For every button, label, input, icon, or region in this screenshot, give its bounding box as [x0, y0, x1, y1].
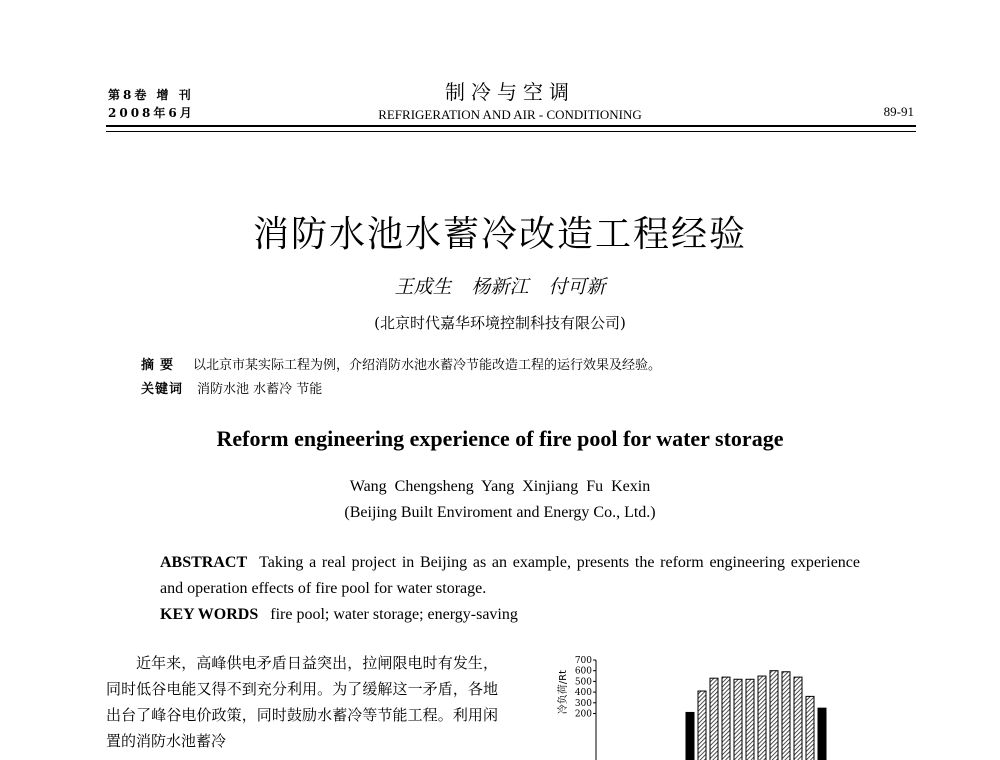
y-tick-label: 700: [574, 656, 592, 666]
bar: [686, 712, 694, 760]
publication-date: 2008年6月: [108, 106, 195, 120]
header-rule-thick: [106, 125, 916, 127]
bar: [758, 676, 766, 760]
bar: [710, 678, 718, 760]
cooling-load-chart: [540, 648, 840, 760]
abstract-label-cn: 摘要: [141, 358, 180, 373]
abstract-label-en: ABSTRACT: [160, 554, 248, 571]
y-tick-label: 300: [574, 698, 592, 709]
abstract-cn: [141, 354, 661, 378]
keywords-text-cn: 消防水池 水蓄冷 节能: [197, 382, 323, 397]
abstract-text-cn: 以北京市某实际工程为例，介绍消防水池水蓄冷节能改造工程的运行效果及经验。: [193, 358, 662, 373]
keywords-label-cn: 关键词: [141, 382, 184, 397]
keywords-en: [160, 602, 860, 628]
affiliation-en: (Beijing Built Enviroment and Energy Co., Ltd.): [344, 504, 656, 521]
y-tick-label: 400: [574, 688, 592, 699]
journal-title-cn: 制冷与空调: [445, 80, 575, 104]
bar: [806, 696, 814, 760]
abstract-en: [160, 550, 860, 602]
article-title-cn: 消防水池水蓄冷改造工程经验: [252, 214, 747, 255]
bar: [722, 677, 730, 760]
keywords-label-en: KEY WORDS: [160, 606, 259, 623]
abstract-en-block: [160, 550, 860, 628]
y-tick-label: 600: [574, 666, 592, 677]
abstract-text-en: Taking a real project in Beijing as an example, presents the reform engineering experience and operation effects of fire pool for water storage.: [160, 554, 860, 597]
affiliation-cn: (北京时代嘉华环境控制科技有限公司): [374, 314, 626, 332]
keywords-text-en: fire pool; water storage; energy-saving: [270, 606, 518, 623]
bar: [698, 691, 706, 760]
y-tick-label: 500: [574, 677, 592, 688]
page-range: 89-91: [883, 104, 914, 119]
bar: [782, 672, 790, 760]
abstract-cn-block: [141, 354, 661, 402]
journal-title-en: REFRIGERATION AND AIR - CONDITIONING: [378, 107, 642, 122]
y-axis-label: 冷负荷/Rt: [558, 669, 569, 715]
header-volume-info: [108, 86, 195, 122]
bar: [794, 677, 802, 760]
bar: [818, 708, 826, 760]
authors-en: Wang Chengsheng Yang Xinjiang Fu Kexin: [349, 478, 651, 495]
y-tick-label: 200: [574, 709, 592, 720]
bar: [746, 679, 754, 760]
bar: [734, 679, 742, 760]
header-rule-thin: [106, 131, 916, 132]
volume-issue: 第8卷 增 刊: [108, 88, 194, 102]
bar: [770, 671, 778, 760]
journal-masthead: [330, 80, 690, 124]
authors-cn: 王成生 杨新江 付可新: [394, 276, 606, 298]
body-paragraph: 近年来，高峰供电矛盾日益突出，拉闸限电时有发生，同时低谷电能又得不到充分利用。为了缓解这一矛盾，各地出台了峰谷电价政策，同时鼓励水蓄冷等节能工程。利用闲置的消防水池蓄冷: [106, 654, 498, 750]
keywords-cn: [141, 378, 661, 402]
article-title-en: Reform engineering experience of fire pool for water storage: [216, 426, 784, 451]
